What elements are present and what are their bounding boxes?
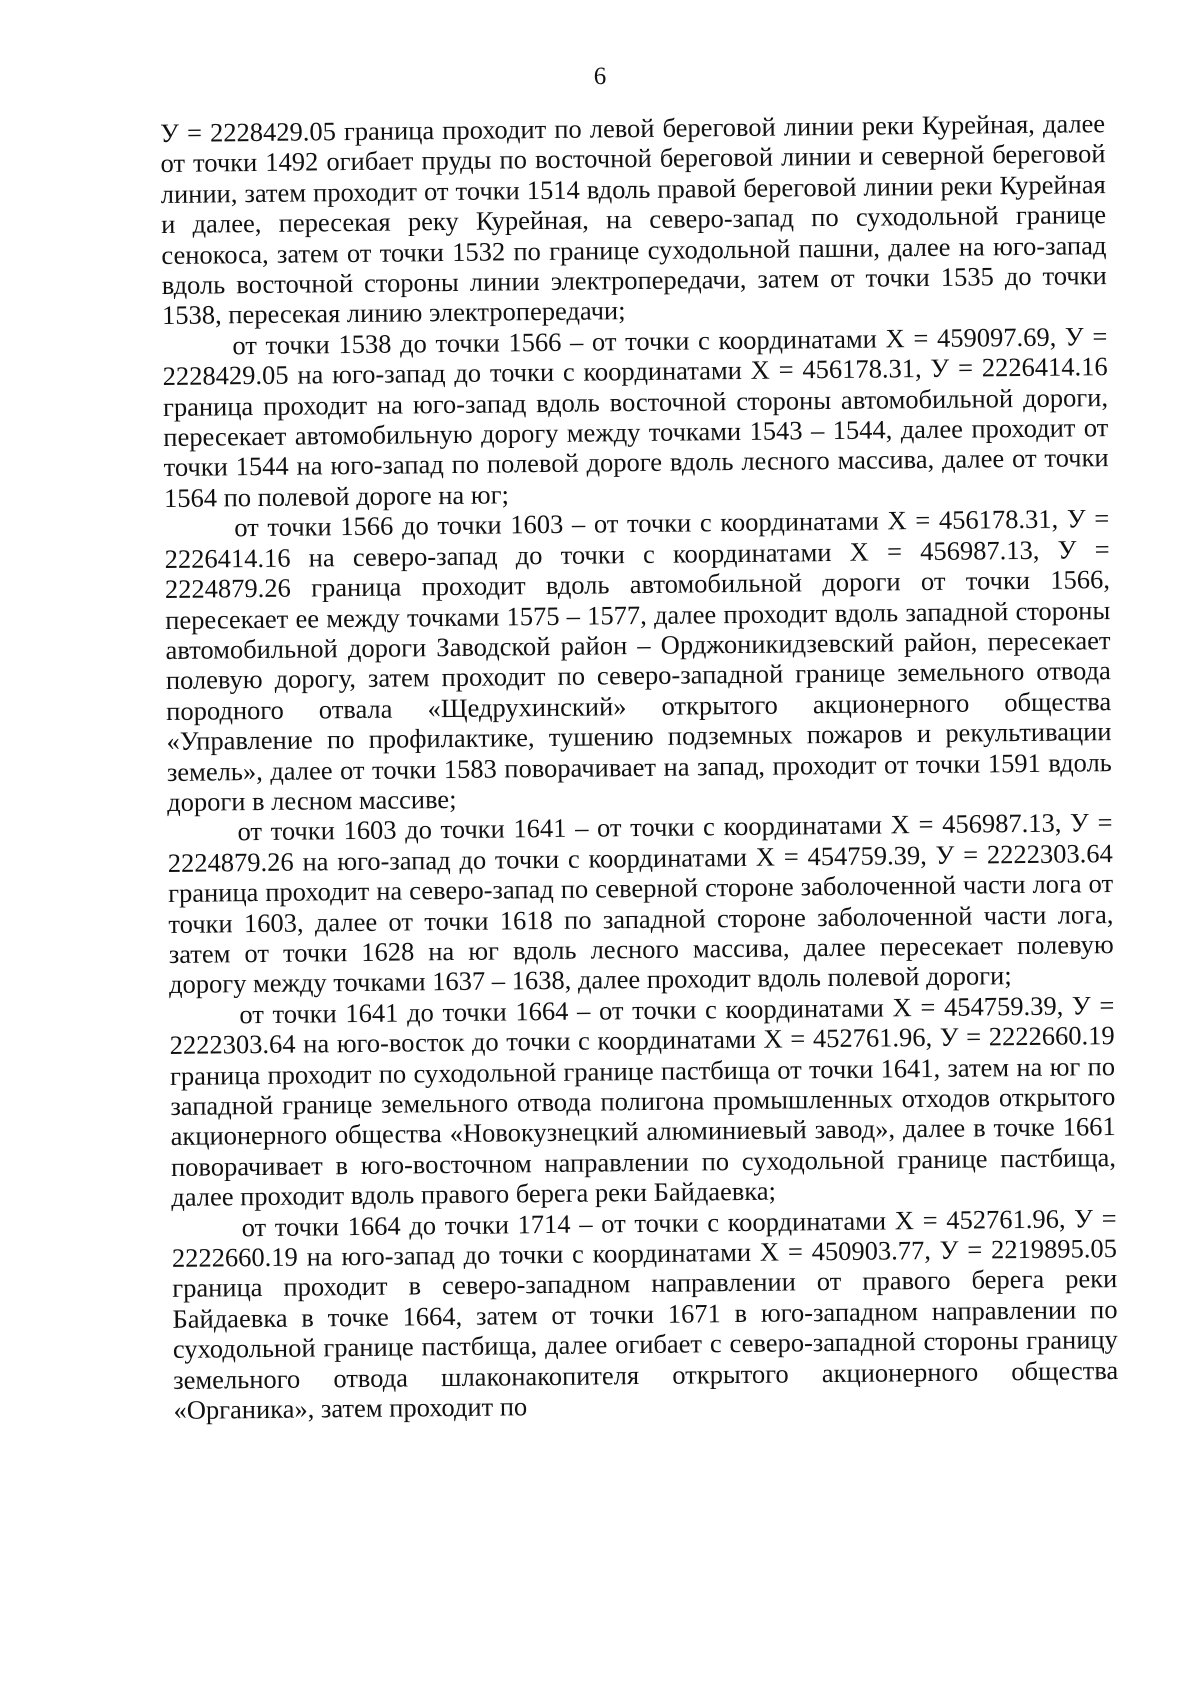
paragraph-segment-1603-1641: от точки 1603 до точки 1641 – от точки с координатами Х = 456987.13, У = 2224879.26 на юго-запад до точки с координатами Х = 454759.39, У = 2222303.64 граница проходит на северо-запад по северной стороне заболоченной части лога от точки 1603, далее от точки 1618 по западной стороне заболоченной части лога, затем от точки 1628 на юг вдоль лесного массива, далее пересекает полевую дорогу между точками 1637 – 1638, далее проходит вдоль полевой дороги;: [167, 807, 1114, 1000]
paragraph-segment-1664-1714: от точки 1664 до точки 1714 – от точки с координатами Х = 452761.96, У = 2222660.19 на юго-запад до точки с координатами Х = 450903.77, У = 2219895.05 граница проходит в северо-западном направлении от правого берега реки Байдаевка в точке 1664, затем от точки 1671 в юго-западном направлении по суходольной границе пастбища, далее огибает с северо-западной стороны границу земельного отвода шлаконакопителя открытого акционерного общества «Органика», затем проходит по: [171, 1202, 1119, 1425]
paragraph-segment-1641-1664: от точки 1641 до точки 1664 – от точки с координатами Х = 454759.39, У = 2222303.64 на юго-восток до точки с координатами Х = 452761.96, У = 2222660.19 граница проходит по суходольной границе пастбища от точки 1641, затем на юг по западной границе земельного отвода полигона промышленных отходов открытого акционерного общества «Новокузнецкий алюминиевый завод», далее в точке 1661 поворачивает в юго-восточном направлении по суходольной границе пастбища, далее проходит вдоль правого берега реки Байдаевка;: [169, 989, 1117, 1213]
document-body: [160, 108, 1119, 1425]
paragraph-segment-1538-1566: от точки 1538 до точки 1566 – от точки с координатами Х = 459097.69, У = 2228429.05 на юго-запад до точки с координатами Х = 456178.31, У = 2226414.16 граница проходит на юго-запад вдоль восточной стороны автомобильной дороги, пересекает автомобильную дорогу между точками 1543 – 1544, далее проходит от точки 1544 на юго-запад по полевой дороге вдоль лесного массива, далее от точки 1564 по полевой дороге на юг;: [162, 320, 1109, 513]
paragraph-segment-1566-1603: от точки 1566 до точки 1603 – от точки с координатами Х = 456178.31, У = 2226414.16 на северо-запад до точки с координатами Х = 456987.13, У = 2224879.26 граница проходит вдоль автомобильной дороги от точки 1566, пересекает ее между точками 1575 – 1577, далее проходит вдоль западной стороны автомобильной дороги Заводской район – Орджоникидзевский район, пересекает полевую дорогу, затем проходит по северо-западной границе земельного отвода породного отвала «Щедрухинский» открытого акционерного общества «Управление по профилактике, тушению подземных пожаров и рекультивации земель», далее от точки 1583 поворачивает на запад, проходит от точки 1591 вдоль дороги в лесном массиве;: [164, 503, 1112, 817]
page-number: 6: [593, 63, 607, 90]
paragraph-continuation: У = 2228429.05 граница проходит по левой береговой линии реки Курейная, далее от точки 1492 огибает пруды по восточной береговой линии и северной береговой линии, затем проходит от точки 1514 вдоль правой береговой линии реки Курейная и далее, пересекая реку Курейная, на северо-запад по суходольной границе сенокоса, затем от точки 1532 по границе суходольной пашни, далее на юго-запад вдоль восточной стороны линии электропередачи, затем от точки 1535 до точки 1538, пересекая линию электропередачи;: [160, 108, 1107, 331]
